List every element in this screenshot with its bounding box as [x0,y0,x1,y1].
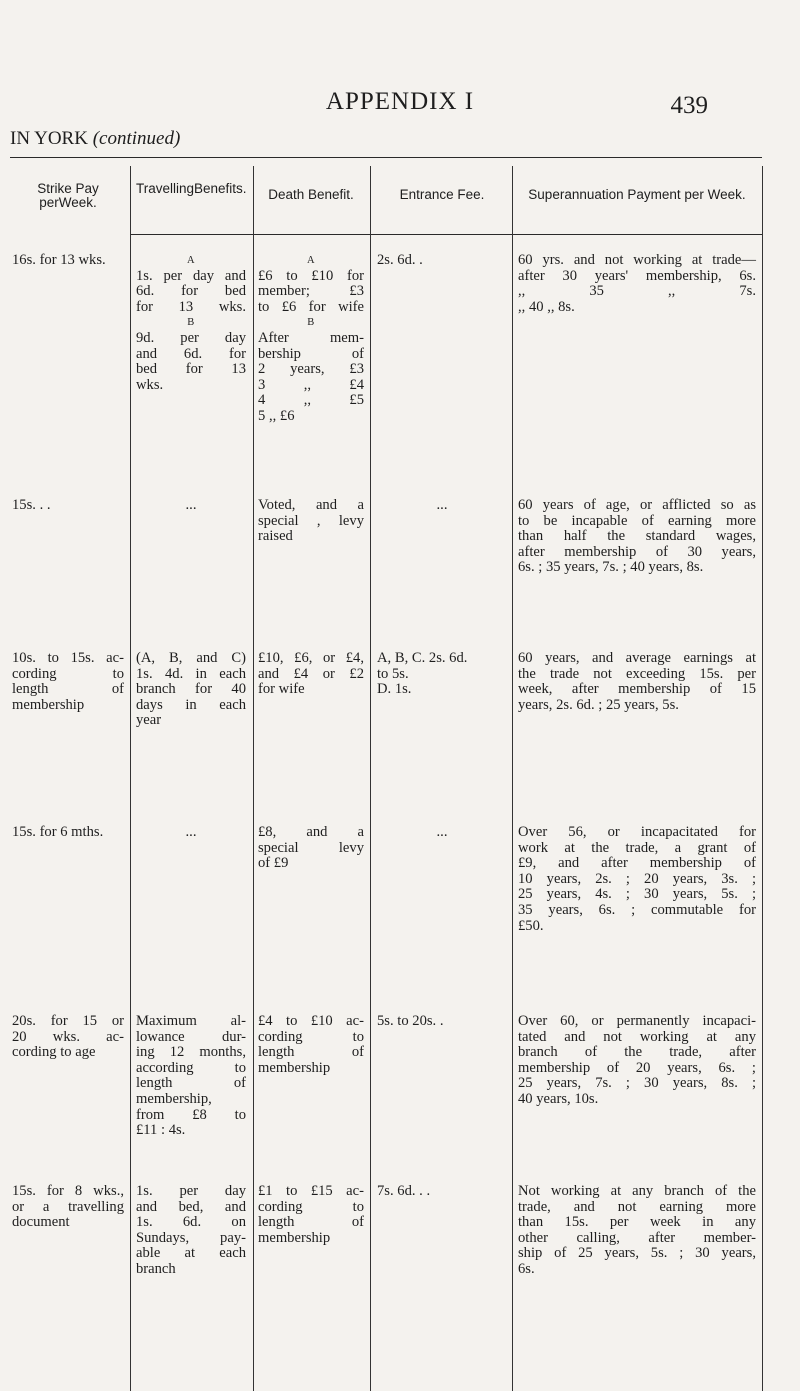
cell-line: according to [136,1059,246,1076]
cell-line: membership [258,1059,331,1076]
strike-pay-cell [12,825,124,841]
cell-line: ... [185,497,197,513]
cell-line: special , levy [258,512,364,529]
cell-line: and 6d. for [136,345,246,362]
cell-line: to be incapable of earning more [518,512,756,529]
cell-line: 1s. 6d. on [136,1214,246,1231]
cell-line: 20 wks. ac- [12,1028,124,1045]
cell-line: length of [258,1044,364,1061]
cell-line: 16s. for 13 wks. [12,252,106,268]
cell-line: Sundays, pay- [136,1229,246,1246]
column-header [136,182,246,196]
cell-line: after 30 years' membership, 6s. [518,267,756,284]
travelling-benefit-cell [136,825,246,841]
cell-line: £10, £6, or £4, [258,650,364,666]
cell-line: 1s. 4d. in each [136,665,246,682]
running-head-continued: (continued) [92,128,181,149]
superannuation-cell [518,651,756,713]
cell-line: for wife [258,681,305,698]
cell-line: cording to [12,665,124,682]
cell-line: B [307,317,315,329]
travelling-benefit-cell [136,651,246,729]
cell-line: Voted, and a [258,497,364,513]
cell-line: 60 years, and average earnings at [518,650,756,666]
cell-line: 5s. to 20s. . [377,1013,444,1029]
cell-line: work at the trade, a grant of [518,839,756,856]
page-number: 439 [670,92,708,119]
cell-line: to £6 for wife [258,298,364,315]
column-header-text: Superannuation Payment per Week. [528,187,746,202]
travelling-benefit-cell [136,253,246,393]
entrance-fee-cell [377,1184,507,1200]
column-header [518,188,756,202]
page-title: APPENDIX I [325,88,475,115]
cell-line: 40 years, 10s. [518,1090,599,1107]
cell-line: 25 years, 4s. ; 30 years, 5s. ; [518,886,756,903]
cell-line: 6s. [518,1260,535,1277]
cell-line: A, B, C. 2s. 6d. [377,650,468,666]
cell-line: After mem- [258,329,364,346]
cell-line: ,, 35 ,, 7s. [518,283,756,300]
cell-line: to 5s. [377,665,409,682]
column-header [258,188,364,202]
strike-pay-cell [12,253,124,269]
cell-line: 1s. per day [136,1183,246,1199]
cell-line: member; £3 [258,283,364,300]
cell-line: 20s. for 15 or [12,1013,124,1029]
strike-pay-cell [12,1014,124,1061]
cell-line: £6 to £10 for [258,267,364,284]
cell-line: ... [185,824,197,840]
cell-line: 3 ,, £4 [258,376,364,393]
cell-line: ship of 25 years, 5s. ; 30 years, [518,1245,756,1262]
cell-line: 10 years, 2s. ; 20 years, 3s. ; [518,870,756,887]
column-header-text: Travelling [136,181,195,196]
column-divider [253,166,254,1391]
column-header-text: Benefits. [194,181,247,196]
column-divider [370,166,371,1391]
superannuation-cell [518,825,756,934]
cell-line: after membership of 30 years, [518,543,756,560]
strike-pay-cell [12,1184,124,1231]
column-divider [762,166,763,1391]
cell-line: and bed, and [136,1198,246,1215]
cell-line: 60 yrs. and not working at trade— [518,252,756,268]
cell-line: other calling, after member- [518,1229,756,1246]
cell-line: 60 years of age, or afflicted so as [518,497,756,513]
cell-line: £1 to £15 ac- [258,1183,364,1199]
column-header-text: Strike Pay per [37,181,99,210]
column-divider [130,166,131,1391]
cell-line: 25 years, 7s. ; 30 years, 8s. ; [518,1075,756,1092]
cell-line: or a travelling [12,1198,124,1215]
travelling-benefit-cell [136,498,246,514]
cell-line: cording to [258,1028,364,1045]
cell-line: than half the standard wages, [518,528,756,545]
strike-pay-cell [12,651,124,713]
cell-line: 1s. per day and [136,267,246,284]
column-header-text: Entrance Fee. [399,187,485,202]
cell-line: ,, 40 ,, 8s. [518,298,575,315]
cell-line: (A, B, and C) [136,650,246,666]
cell-line: £50. [518,917,544,934]
death-benefit-cell [258,498,364,545]
cell-line: membership [12,696,85,713]
superannuation-cell [518,253,756,315]
cell-line: 10s. to 15s. ac- [12,650,124,666]
column-divider [512,166,513,1391]
entrance-fee-cell [377,825,507,841]
cell-line: of £9 [258,855,289,872]
cell-line: for 13 wks. [136,298,246,315]
cell-line: lowance dur- [136,1028,246,1045]
cell-line: 35 years, 6s. ; commutable for [518,901,756,918]
cell-line: year [136,712,162,729]
superannuation-cell [518,498,756,576]
superannuation-cell [518,1184,756,1278]
cell-line: trade, and not earning more [518,1198,756,1215]
cell-line: 15s. . . [12,497,51,513]
header-bottom-rule [130,234,762,235]
travelling-benefit-cell [136,1184,246,1278]
cell-line: from £8 to [136,1106,246,1123]
cell-line: 7s. 6d. . . [377,1183,431,1199]
cell-line: Maximum al- [136,1013,246,1029]
cell-line: length of [258,1214,364,1231]
cell-line: special levy [258,839,364,856]
cell-line: ... [436,824,448,840]
travelling-benefit-cell [136,1014,246,1139]
cell-line: £4 to £10 ac- [258,1013,364,1029]
cell-line: branch of the trade, after [518,1044,756,1061]
cell-line: cording to age [12,1044,96,1061]
cell-line: A [306,255,316,266]
cell-line: branch [136,1260,176,1277]
column-header-text: Death Benefit. [268,187,354,202]
cell-line: years, 2s. 6d. ; 25 years, 5s. [518,696,679,713]
strike-pay-cell [12,498,124,514]
cell-line: B [187,317,195,329]
cell-line: ing 12 months, [136,1044,246,1061]
cell-line: 5 ,, £6 [258,407,295,424]
cell-line: tated and not working at any [518,1028,756,1045]
cell-line: the trade not exceeding 15s. per [518,665,756,682]
death-benefit-cell [258,651,364,698]
cell-line: £8, and a [258,824,364,840]
cell-line: 2s. 6d. . [377,252,423,268]
cell-line: 6s. ; 35 years, 7s. ; 40 years, 8s. [518,559,704,576]
table-top-rule [10,157,762,158]
cell-line: A [186,255,196,266]
cell-line: week, after membership of 15 [518,681,756,698]
cell-line: ... [436,497,448,513]
cell-line: membership of 20 years, 6s. ; [518,1059,756,1076]
cell-line: bed for 13 [136,361,246,378]
cell-line: D. 1s. [377,681,412,698]
column-header-text: Week. [58,195,97,210]
cell-line: wks. [136,376,164,393]
cell-line: Not working at any branch of the [518,1183,756,1199]
entrance-fee-cell [377,253,507,269]
cell-line: 9d. per day [136,329,246,346]
entrance-fee-cell [377,1014,507,1030]
cell-line: length of [12,681,124,698]
cell-line: Over 56, or incapacitated for [518,824,756,840]
cell-line: membership [258,1229,331,1246]
column-header [377,188,507,202]
cell-line: length of [136,1075,246,1092]
superannuation-cell [518,1014,756,1108]
cell-line: 15s. for 8 wks., [12,1183,124,1199]
death-benefit-cell [258,1184,364,1246]
cell-line: 15s. for 6 mths. [12,824,104,840]
death-benefit-cell [258,253,364,425]
cell-line: than 15s. per week in any [518,1214,756,1231]
cell-line: raised [258,528,293,545]
cell-line: days in each [136,696,246,713]
cell-line: cording to [258,1198,364,1215]
cell-line: Over 60, or permanently incapaci- [518,1013,756,1029]
cell-line: membership, [136,1090,212,1107]
running-head [10,128,180,150]
cell-line: 2 years, £3 [258,361,364,378]
column-header [12,182,124,210]
cell-line: bership of [258,345,364,362]
cell-line: document [12,1214,70,1231]
cell-line: £9, and after membership of [518,855,756,872]
cell-line: £11 : 4s. [136,1122,186,1139]
cell-line: 4 ,, £5 [258,392,364,409]
cell-line: and £4 or £2 [258,665,364,682]
entrance-fee-cell [377,498,507,514]
death-benefit-cell [258,825,364,872]
running-head-main: IN YORK [10,128,88,149]
cell-line: branch for 40 [136,681,246,698]
death-benefit-cell [258,1014,364,1076]
cell-line: 6d. for bed [136,283,246,300]
cell-line: able at each [136,1245,246,1262]
entrance-fee-cell [377,651,507,698]
